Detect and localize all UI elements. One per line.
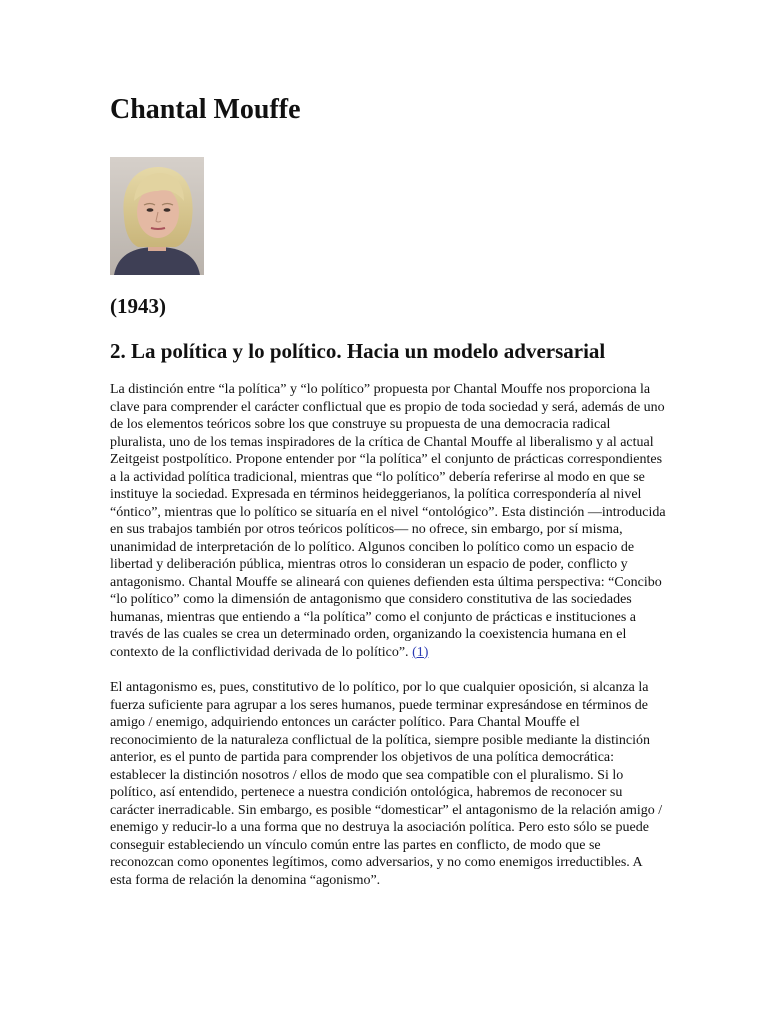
footnote-link[interactable]: (1) — [412, 644, 429, 660]
paragraph-2: El antagonismo es, pues, constitutivo de lo político, por lo que cualquier oposición, si alcanza la fuerza suficiente para agrupar a los seres humanos, puede terminar expresándose en términos de amigo / enemigo, adquiriendo entonces un carácter político. Para Chantal Mouffe el reconocimiento de la naturaleza conflictual de la política, siempre posible mediante la distinción anterior, es el punto de partida para comprender los objetivos de una política democrática: establecer la distinción nosotros / ellos de modo que sea compatible con el pluralismo. Si lo político, así entendido, pertenece a nuestra condición ontológica, habremos de reconocer su carácter inerradicable. Sin embargo, es posible “domesticar” el antagonismo de la relación amigo / enemigo y reducir-lo a una forma que no destruya la asociación política. Pero esto sólo se puede conseguir estableciendo un vínculo común entre las partes en conflicto, de modo que se reconozcan como oponentes legítimos, como adversarios, y no como enemigos irreductibles. A esta forma de relación la denomina “agonismo”. — [110, 680, 663, 888]
paragraph-1 — [110, 381, 666, 661]
portrait-photo — [110, 157, 204, 275]
page-title: Chantal Mouffe — [110, 94, 301, 125]
paragraph-1-text: La distinción entre “la política” y “lo político” propuesta por Chantal Mouffe nos proporciona la clave para comprender el carácter conflictual que es propio de toda sociedad y será, además de uno de los elementos teóricos sobre los que construye su propuesta de una democracia radical pluralista, uno de los temas inspiradores de la crítica de Chantal Mouffe al liberalismo y al actual Zeitgeist postpolítico. Propone entender por “la política” el conjunto de prácticas correspondientes a la actividad política tradicional, mientras que “lo político” debería referirse al modo en que se instituye la sociedad. Expresada en términos heideggerianos, la política correspondería al nivel “óntico”, mientras que lo político se situaría en el nivel “ontológico”. Esta distinción —introducida en sus trabajos también por otros teóricos políticos— no ofrece, sin embargo, por sí misma, unanimidad de interpretación de lo político. Algunos conciben lo político como un espacio de libertad y deliberación pública, mientras otros lo consideran un espacio de poder, conflicto y antagonismo. Chantal Mouffe se alineará con quienes defienden esta última perspectiva: “Concibo “lo político” como la dimensión de antagonismo que considero constitutiva de las sociedades humanas, mientras que entiendo a “la política” como el conjunto de prácticas e instituciones a través de las cuales se crea un determinado orden, organizando la coexistencia humana en el contexto de la conflictividad derivada de lo político”. — [110, 382, 666, 660]
article-body — [110, 381, 666, 907]
section-heading: 2. La política y lo político. Hacia un modelo adversarial — [110, 339, 606, 363]
years: (1943) — [110, 294, 166, 318]
